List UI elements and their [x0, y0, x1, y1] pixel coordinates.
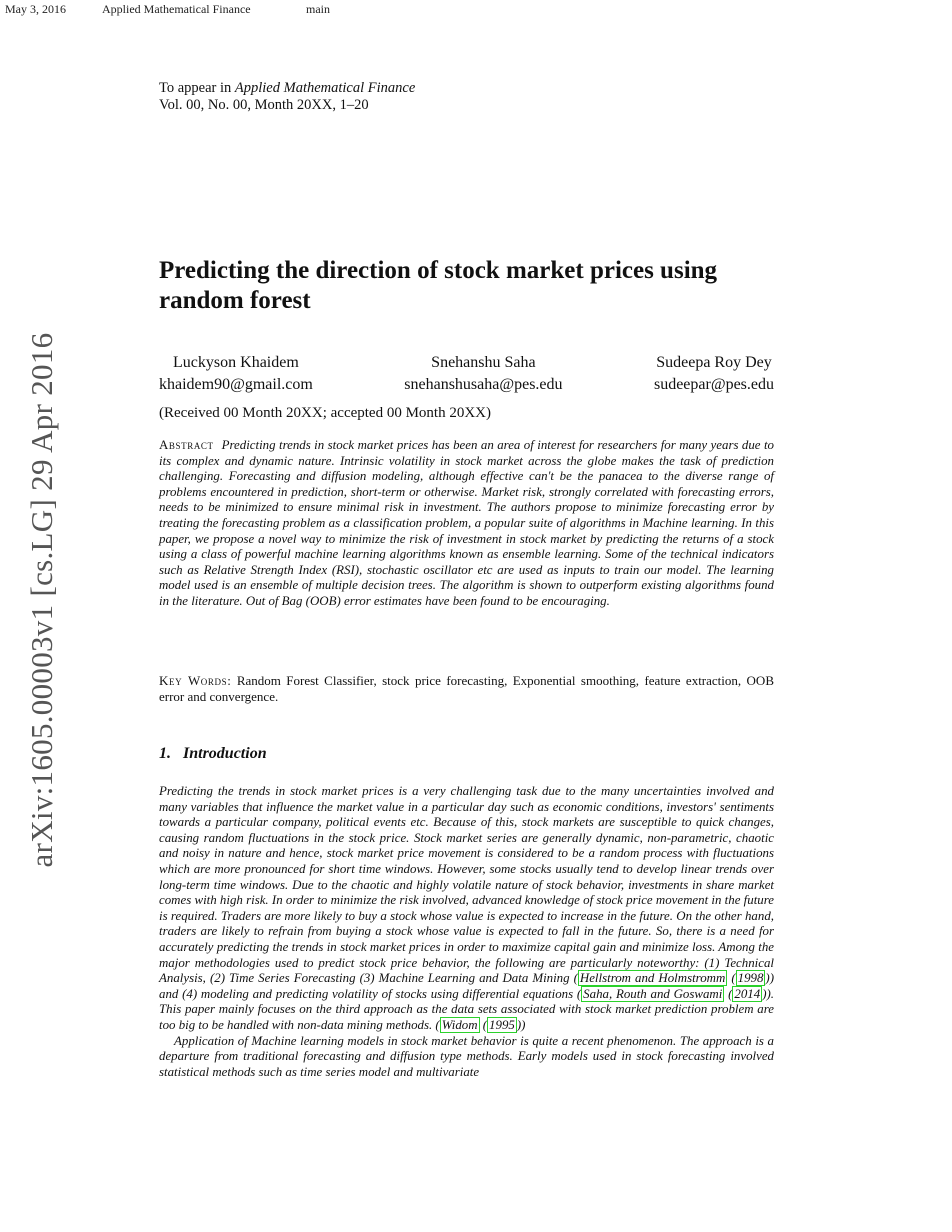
keywords-text: Random Forest Classifier, stock price forecasting, Exponential smoothing, feature extraction, OOB error and convergence. — [159, 673, 774, 704]
journal-info — [159, 80, 415, 114]
paragraph-text: )) — [516, 1017, 526, 1032]
author — [159, 352, 313, 396]
citation-link[interactable]: 1998 — [737, 971, 764, 986]
author-name: Luckyson Khaidem — [173, 354, 299, 371]
author-email: snehanshusaha@pes.edu — [404, 376, 563, 393]
paragraph-text: ( — [727, 971, 736, 986]
paragraph: Application of Machine learning models in stock market behavior is quite a recent phenomenon. The approach is a departure from traditional forecasting and diffusion type methods. Early models used in stock forecasting involved statistical methods such as time series model and multivariate — [159, 1033, 774, 1079]
citation-link[interactable]: Saha, Routh and Goswami — [583, 986, 723, 1001]
citation-link[interactable]: 2014 — [734, 986, 761, 1001]
paragraph-text: )). This paper mainly focuses on the third approach as the data sets associated with stock market prediction problem are too big to be handled with non-data mining methods. ( — [159, 986, 774, 1032]
author — [654, 352, 774, 396]
running-date: May 3, 2016 — [5, 2, 66, 16]
author-list — [159, 352, 774, 396]
abstract-label: Abstract — [159, 438, 214, 452]
appear-line — [159, 80, 415, 97]
author-name: Sudeepa Roy Dey — [656, 354, 772, 371]
running-journal: Applied Mathematical Finance — [102, 2, 251, 16]
citation-link[interactable]: Widom — [441, 1017, 478, 1032]
author-email: sudeepar@pes.edu — [653, 376, 774, 393]
paper-title: Predicting the direction of stock market prices using random forest — [159, 257, 718, 314]
author — [404, 352, 562, 396]
volume-line: Vol. 00, No. 00, Month 20XX, 1–20 — [159, 97, 369, 113]
section-title: Introduction — [183, 745, 267, 762]
author-name: Snehanshu Saha — [431, 354, 536, 371]
paragraph-text: )) and (4) modeling and predicting volatility of stocks using differential equations ( — [159, 971, 774, 1001]
abstract — [159, 438, 774, 610]
citation-link[interactable]: 1995 — [489, 1017, 515, 1032]
appear-prefix: To appear in — [159, 80, 235, 96]
paragraph — [159, 784, 774, 1034]
arxiv-identifier: arXiv:1605.00003v1 [cs.LG] 29 Apr 2016 — [24, 332, 59, 868]
section-body — [159, 784, 774, 1080]
running-tag: main — [306, 2, 330, 16]
citation-link[interactable]: Hellstrom and Holmstromm — [579, 971, 726, 986]
paragraph-text: ( — [724, 986, 733, 1001]
keywords-label: Key Words: — [159, 673, 232, 688]
keywords — [159, 673, 774, 705]
appear-journal: Applied Mathematical Finance — [234, 80, 416, 96]
paragraph-text: ( — [479, 1017, 488, 1032]
author-email: khaidem90@gmail.com — [159, 376, 313, 393]
paragraph-text: Predicting the trends in stock market prices is a very challenging task due to the many uncertainties involved and many variables that influence the market value in a particular day such as economic conditions, investors' sentiments towards a particular company, political events etc. Because of this, stock markets are susceptible to quick changes, causing random fluctuations in the stock price. Stock market series are generally dynamic, non-parametric, chaotic and noisy in nature and hence, stock market price movement is considered to be a random process with fluctuations which are more pronounced for short time windows. However, some stocks usually tend to develop linear trends over long-term time windows. Due to the chaotic and highly volatile nature of stock behavior, investments in share market comes with high risk. In order to minimize the risk involved, advanced knowledge of stock price movement in the future is required. Traders are more likely to buy a stock whose value is expected to increase in the future. On the other hand, traders are likely to refrain from buying a stock whose value is expected to fall in the future. So, there is a need for accurately predicting the trends in stock market prices in order to maximize capital gain and minimize loss. Among the major methodologies used to predict stock price behavior, the following are particularly noteworthy: (1) Technical Analysis, (2) Time Series Forecasting (3) Machine Learning and Data Mining ( — [159, 784, 774, 986]
received-line: (Received 00 Month 20XX; accepted 00 Month 20XX) — [159, 405, 492, 421]
abstract-text: Predicting trends in stock market prices has been an area of interest for researchers for many years due to its complex and dynamic nature. Intrinsic volatility in stock market across the globe makes the task of prediction challenging. Forecasting and diffusion modeling, although effective can't be the panacea to the diverse range of problems encountered in prediction, short-term or otherwise. Market risk, strongly correlated with forecasting errors, needs to be minimized to ensure minimal risk in investment. The authors propose to minimize forecasting error by treating the forecasting problem as a classification problem, a popular suite of algorithms in Machine learning. In this paper, we propose a novel way to minimize the risk of investment in stock market by predicting the returns of a stock using a class of powerful machine learning algorithms known as ensemble learning. Some of the technical indicators such as Relative Strength Index (RSI), stochastic oscillator etc are used as inputs to train our model. The learning model used is an ensemble of multiple decision trees. The algorithm is shown to outperform existing algorithms found in the literature. Out of Bag (OOB) error estimates have been found to be encouraging. — [159, 438, 774, 608]
section-number: 1. — [159, 745, 171, 762]
section-heading — [159, 745, 267, 763]
